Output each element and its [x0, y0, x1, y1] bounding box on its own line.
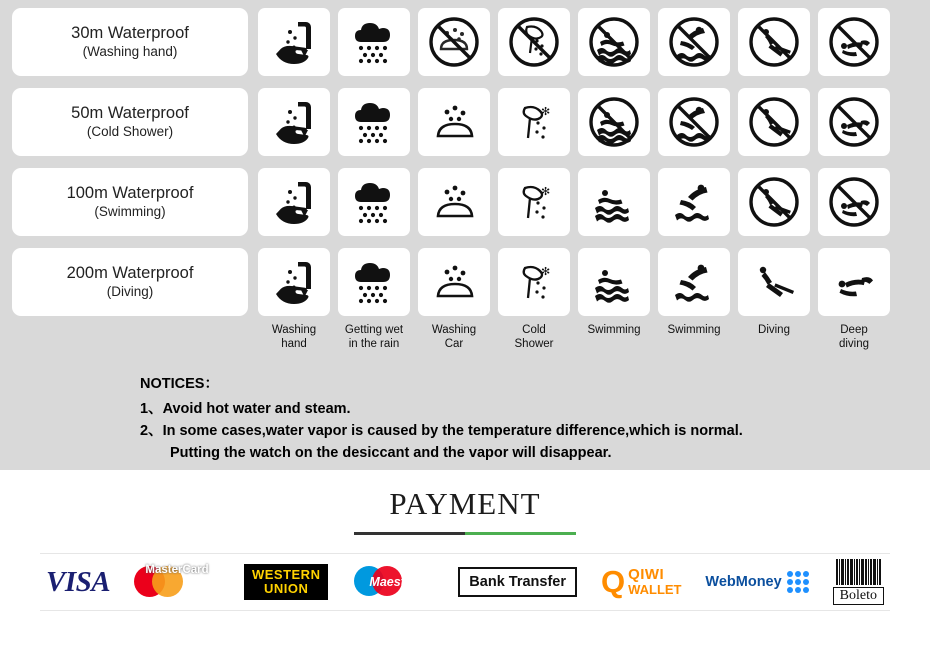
column-labels — [258, 324, 922, 351]
payment-title-underline — [354, 532, 576, 535]
cell-washing-hand — [258, 248, 330, 316]
barcode-icon — [836, 559, 881, 585]
cell-washing-hand — [258, 168, 330, 236]
cell-swimmer-dive-forbidden — [658, 88, 730, 156]
waterproof-level-list — [0, 8, 258, 360]
cell-swimming — [578, 248, 650, 316]
cell-washing-car — [418, 88, 490, 156]
cell-washing-car-forbidden — [418, 8, 490, 76]
cell-diving-forbidden — [738, 168, 810, 236]
western-union-line1: WESTERN — [251, 567, 321, 582]
level-card-200m — [12, 248, 248, 316]
matrix-row-100m — [258, 168, 922, 236]
level-card-30m — [12, 8, 248, 76]
cell-deep-diving-forbidden — [818, 8, 890, 76]
column-label-swimming: Swimming — [587, 324, 641, 336]
boleto-label: Boleto — [833, 587, 884, 605]
cell-getting-wet-in-rain — [338, 248, 410, 316]
payment-method-western-union[interactable] — [244, 560, 329, 604]
qiwi-line1: QIWI — [628, 566, 665, 583]
cell-cold-shower-forbidden — [498, 8, 570, 76]
cell-diving-forbidden — [738, 8, 810, 76]
payment-method-bank-transfer[interactable] — [458, 560, 577, 604]
mastercard-label: MasterCard — [145, 564, 209, 576]
qiwi-logo — [600, 564, 682, 599]
cell-swimmer-dive — [658, 248, 730, 316]
notice-line-2: 2、In some cases,water vapor is caused by the temperature difference,which is normal. — [140, 423, 743, 439]
level-title: 30m Waterproof — [71, 24, 189, 42]
western-union-line2: UNION — [264, 581, 309, 596]
level-subtitle: (Washing hand) — [82, 44, 178, 59]
western-union-logo — [244, 564, 329, 600]
payment-section — [0, 470, 930, 645]
maestro-logo — [352, 563, 434, 601]
notices-title: NOTICES： — [140, 376, 219, 392]
payment-methods-row — [40, 553, 890, 611]
cell-washing-car — [418, 248, 490, 316]
cell-cold-shower — [498, 88, 570, 156]
svg-text:✻: ✻ — [541, 106, 551, 118]
notice-line-1: 1、Avoid hot water and steam. — [140, 401, 351, 417]
svg-text:✻: ✻ — [541, 186, 551, 198]
cell-deep-diving-forbidden — [818, 168, 890, 236]
matrix-row-30m — [258, 8, 922, 76]
level-subtitle: (Swimming) — [94, 204, 166, 219]
column-label-deep-diving: Deep diving — [838, 324, 870, 350]
cell-getting-wet-in-rain — [338, 168, 410, 236]
svg-text:✻: ✻ — [541, 266, 551, 278]
qiwi-q-icon: Q — [600, 564, 626, 599]
cell-deep-diving-forbidden — [818, 88, 890, 156]
payment-method-boleto[interactable] — [833, 560, 884, 604]
maestro-label: Maestro — [369, 575, 418, 589]
payment-method-webmoney[interactable] — [705, 560, 808, 604]
column-label-swimming-2: Swimming — [667, 324, 721, 336]
notice-line-2b: Putting the watch on the desiccant and the vapor will disappear. — [170, 445, 612, 461]
level-card-50m — [12, 88, 248, 156]
level-title: 50m Waterproof — [71, 104, 189, 122]
cell-deep-diving — [818, 248, 890, 316]
payment-method-maestro[interactable] — [352, 560, 434, 604]
cell-washing-car — [418, 168, 490, 236]
level-title: 100m Waterproof — [66, 184, 194, 202]
boleto-logo — [833, 559, 884, 605]
cell-swimmer-dive — [658, 168, 730, 236]
payment-method-mastercard[interactable] — [134, 560, 220, 604]
level-subtitle: (Diving) — [106, 284, 154, 299]
qiwi-line2: WALLET — [628, 582, 682, 597]
cell-getting-wet-in-rain — [338, 88, 410, 156]
matrix-row-50m — [258, 88, 922, 156]
cell-cold-shower — [498, 248, 570, 316]
column-label-diving: Diving — [758, 324, 790, 336]
cell-getting-wet-in-rain — [338, 8, 410, 76]
column-label-washing-car: Washing Car — [431, 324, 477, 350]
visa-logo: VISA — [46, 565, 111, 598]
bank-transfer-logo: Bank Transfer — [458, 567, 577, 597]
mastercard-logo — [134, 562, 220, 602]
webmoney-logo — [705, 571, 808, 593]
level-title: 200m Waterproof — [66, 264, 194, 282]
level-subtitle: (Cold Shower) — [86, 124, 174, 139]
cell-swimmer-dive-forbidden — [658, 8, 730, 76]
level-card-100m — [12, 168, 248, 236]
notices-section — [0, 360, 930, 470]
column-label-getting-wet-in-rain: Getting wet in the rain — [344, 324, 404, 350]
matrix-row-200m — [258, 248, 922, 316]
cell-cold-shower — [498, 168, 570, 236]
payment-method-visa[interactable] — [46, 560, 110, 604]
cell-diving — [738, 248, 810, 316]
payment-title: PAYMENT — [389, 486, 541, 521]
cell-swimming — [578, 168, 650, 236]
webmoney-dots-icon — [787, 571, 809, 593]
cell-washing-hand — [258, 8, 330, 76]
payment-method-qiwi-wallet[interactable] — [601, 560, 682, 604]
cell-swimming-forbidden — [578, 8, 650, 76]
cell-swimming-forbidden — [578, 88, 650, 156]
cell-washing-hand — [258, 88, 330, 156]
column-label-cold-shower: Cold Shower — [514, 324, 554, 350]
cell-diving-forbidden — [738, 88, 810, 156]
waterproof-icon-grid — [258, 8, 930, 360]
column-label-washing-hand: Washing hand — [271, 324, 317, 350]
webmoney-label: WebMoney — [705, 574, 782, 590]
